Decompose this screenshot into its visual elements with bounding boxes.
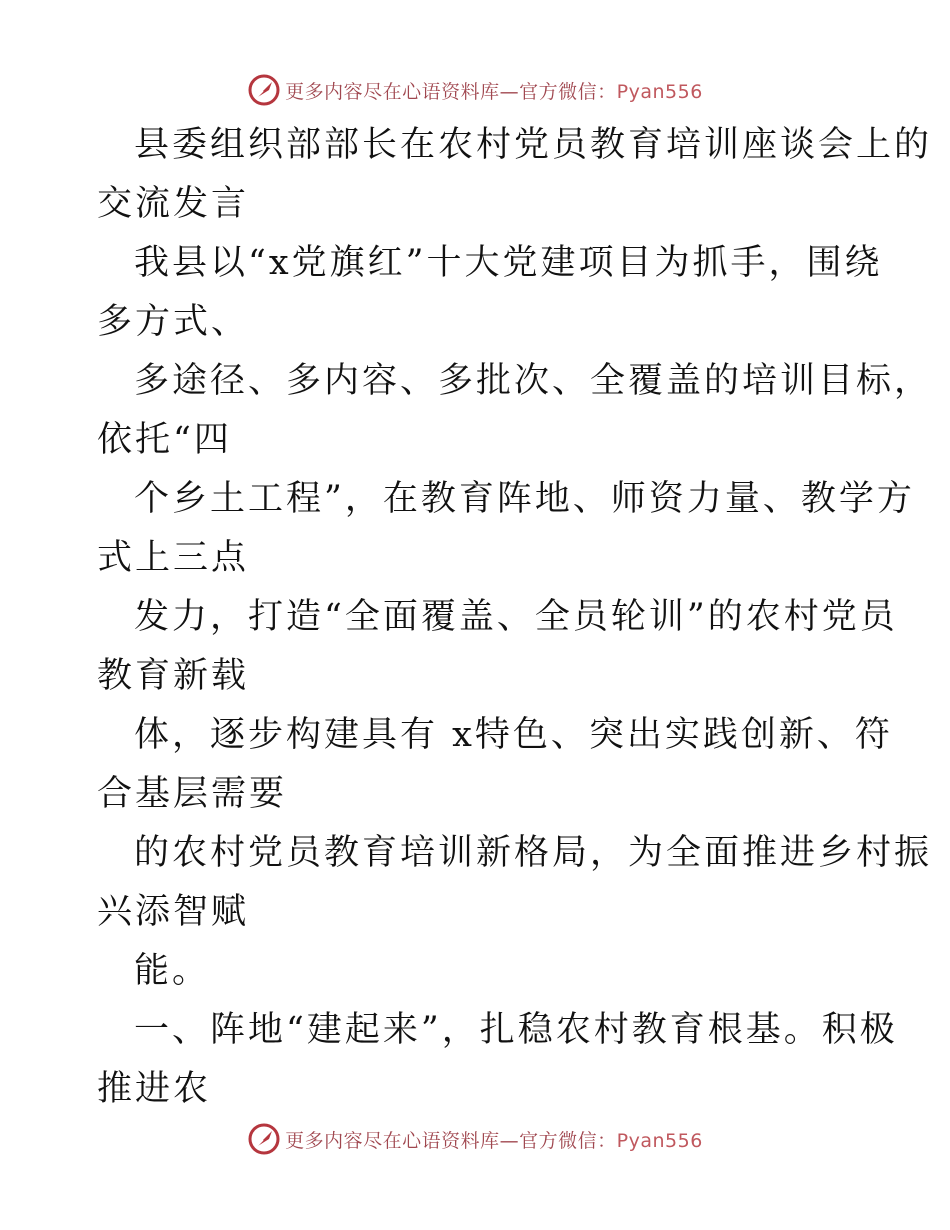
text-line: 教育新载 (97, 656, 250, 696)
watermark-text: 更多内容尽在心语资料库—官方微信：Pyan556 (285, 80, 703, 103)
text-line: 体，逐步构建具有 x特色、突出实践创新、符 (134, 715, 893, 755)
footer-watermark (0, 1119, 950, 1159)
document-title-line-2: 交流发言 (97, 184, 250, 224)
text-line: 兴添智赋 (97, 892, 250, 932)
text-line: 个乡土工程”，在教育阵地、师资力量、教学方 (134, 479, 915, 519)
text-line: 发力，打造“全面覆盖、全员轮训”的农村党员 (134, 597, 898, 637)
text-line: 推进农 (97, 1069, 212, 1109)
quill-logo-icon (247, 73, 281, 107)
wechat-id: Pyan556 (616, 80, 703, 103)
text-line: 依托“四 (97, 420, 232, 460)
text-line: 我县以“x党旗红”十大党建项目为抓手，围绕 (134, 243, 883, 283)
section-heading-line: 一、阵地“建起来”，扎稳农村教育根基。积极 (134, 1010, 898, 1050)
text-line: 式上三点 (97, 538, 250, 578)
document-title-line-1: 县委组织部部长在农村党员教育培训座谈会上的 (134, 125, 933, 165)
text-line: 能。 (134, 951, 211, 991)
wechat-id: Pyan556 (616, 1129, 703, 1152)
watermark-text: 更多内容尽在心语资料库—官方微信：Pyan556 (285, 1129, 703, 1152)
header-watermark (0, 70, 950, 110)
quill-logo-icon (247, 1122, 281, 1156)
text-line: 多方式、 (97, 302, 250, 342)
text-line: 多途径、多内容、多批次、全覆盖的培训目标， (134, 361, 933, 401)
text-line: 合基层需要 (97, 774, 288, 814)
text-line: 的农村党员教育培训新格局，为全面推进乡村振 (134, 833, 933, 873)
